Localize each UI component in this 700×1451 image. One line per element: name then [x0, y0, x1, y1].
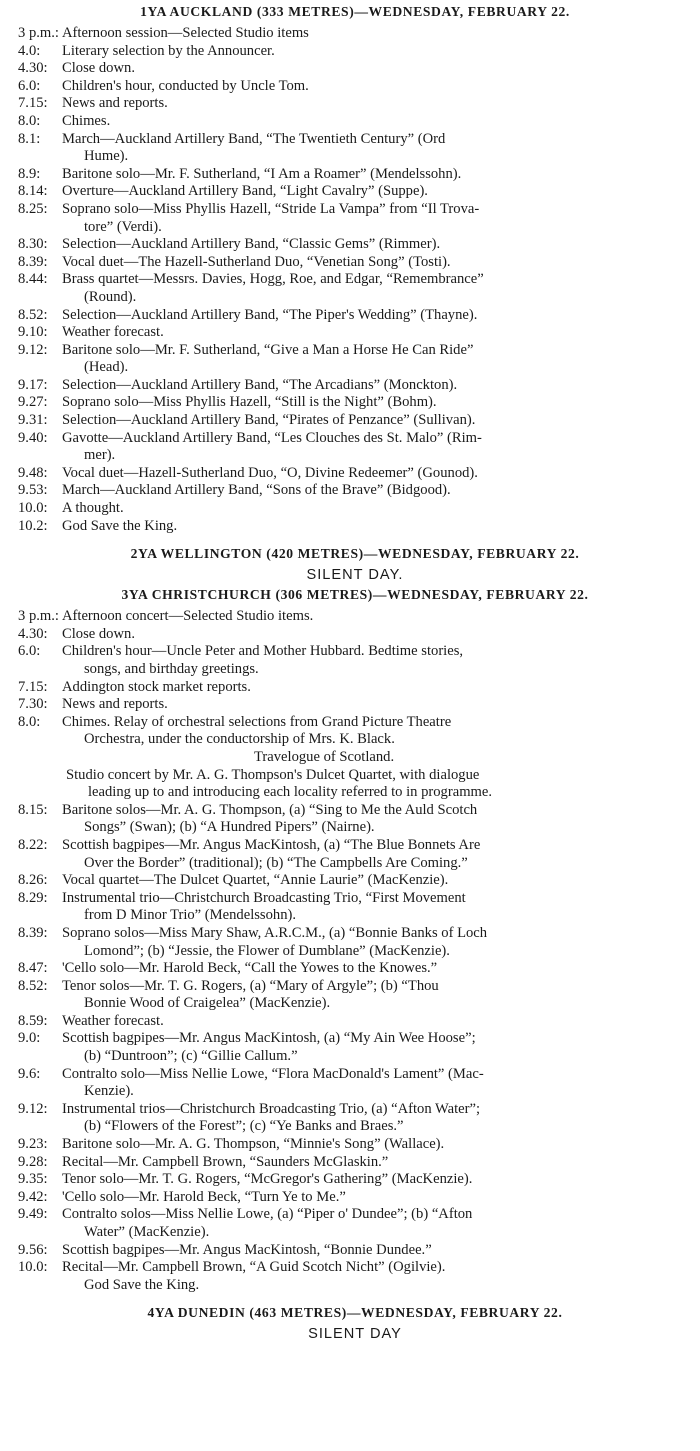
programme-text: [62, 394, 692, 412]
programme-item: [18, 1242, 692, 1260]
programme-time: 8.44:: [18, 271, 48, 288]
programme-time: 9.49:: [18, 1206, 48, 1223]
programme-text-continuation: God Save the King.: [84, 1276, 200, 1293]
programme-time: 8.22:: [18, 836, 48, 853]
programme-text-line: News and reports.: [62, 95, 168, 112]
programme-text: [62, 1066, 692, 1101]
programme-time: 8.39:: [18, 253, 48, 270]
programme-text: [62, 1206, 692, 1241]
programme-item: [18, 78, 692, 96]
programme-text: [62, 166, 692, 184]
programme-text-line: Instrumental trio—Christchurch Broadcasting Trio, “First Movement: [62, 889, 466, 906]
programme-time: 8.52:: [18, 977, 48, 994]
programme-text: [62, 236, 692, 254]
programme-item: [18, 307, 692, 325]
programme-item: [18, 1066, 692, 1101]
programme-text-line: Vocal duet—Hazell-Sutherland Duo, “O, Divine Redeemer” (Gounod).: [62, 464, 478, 481]
programme-text-line: Children's hour, conducted by Uncle Tom.: [62, 77, 309, 94]
programme-time: 8.30:: [18, 236, 48, 253]
programme-text: [62, 60, 692, 78]
programme-time: 9.42:: [18, 1188, 48, 1205]
programme-item: [18, 95, 692, 113]
programme-text-continuation: Water” (MacKenzie).: [84, 1224, 210, 1240]
programme-time: 9.28:: [18, 1153, 48, 1170]
programme-text: [62, 1136, 692, 1154]
programme-item: [18, 518, 692, 536]
programme-item: [18, 960, 692, 978]
programme-text-line: Afternoon concert—Selected Studio items.: [62, 608, 314, 625]
programme-text-line: Selection—Auckland Artillery Band, “The Piper's Wedding” (Thayne).: [62, 306, 478, 323]
programme-text-line: Literary selection by the Announcer.: [62, 42, 275, 59]
travelogue-line: Travelogue of Scotland.: [254, 748, 395, 765]
programme-item: [18, 113, 692, 131]
programme-text-line: Tenor solos—Mr. T. G. Rogers, (a) “Mary of Argyle”; (b) “Thou: [62, 977, 439, 994]
programme-time: 10.0:: [18, 500, 48, 517]
programme-time: 8.14:: [18, 183, 48, 200]
programme-time: 9.10:: [18, 324, 48, 341]
programme-text-line: Instrumental trios—Christchurch Broadcasting Trio, (a) “Afton Water”;: [62, 1100, 481, 1117]
programme-item: [18, 465, 692, 483]
programme-time: 8.1:: [18, 130, 41, 147]
programme-time: 9.53:: [18, 482, 48, 499]
christchurch-heading: 3YA CHRISTCHURCH (306 METRES)—WEDNESDAY, FEBRUARY 22.: [121, 587, 589, 603]
programme-text-line: Chimes.: [62, 112, 111, 129]
programme-text-continuation: from D Minor Trio” (Mendelssohn).: [84, 907, 297, 924]
programme-text-continuation: Kenzie).: [84, 1083, 134, 1100]
programme-text: [62, 25, 692, 43]
programme-text: [62, 890, 692, 925]
christchurch-section: [18, 586, 692, 1294]
programme-time: 9.17:: [18, 376, 48, 393]
programme-text-line: Baritone solos—Mr. A. G. Thompson, (a) “Sing to Me the Auld Scotch: [62, 801, 478, 818]
programme-time: 9.0:: [18, 1030, 41, 1047]
christchurch-items: [18, 608, 692, 749]
programme-text: [62, 1189, 692, 1207]
programme-text-line: Brass quartet—Messrs. Davies, Hogg, Roe, and Edgar, “Remembrance”: [62, 271, 484, 288]
programme-text-line: Baritone solo—Mr. F. Sutherland, “I Am a Roamer” (Mendelssohn).: [62, 165, 462, 182]
programme-item: [18, 608, 692, 626]
programme-text-line: Close down.: [62, 60, 135, 77]
programme-item: [18, 201, 692, 236]
programme-text-line: Soprano solos—Miss Mary Shaw, A.R.C.M., (a) “Bonnie Banks of Loch: [62, 924, 488, 941]
programme-text: [62, 342, 692, 377]
programme-text-line: Scottish bagpipes—Mr. Angus MacKintosh, (a) “My Ain Wee Hoose”;: [62, 1030, 476, 1047]
programme-item: [18, 25, 692, 43]
programme-item: [18, 679, 692, 697]
christchurch-items-2: [18, 802, 692, 1295]
programme-text-line: 'Cello solo—Mr. Harold Beck, “Turn Ye to Me.”: [62, 1188, 346, 1205]
programme-text: [62, 802, 692, 837]
programme-item: [18, 394, 692, 412]
programme-text: [62, 183, 692, 201]
programme-text: [62, 1242, 692, 1260]
programme-time: 3 p.m.:: [18, 608, 59, 625]
programme-time: 8.15:: [18, 801, 48, 818]
programme-time: 8.39:: [18, 924, 48, 941]
programme-text: [62, 925, 692, 960]
programme-text-line: Addington stock market reports.: [62, 678, 251, 695]
programme-item: [18, 166, 692, 184]
programme-item: [18, 43, 692, 61]
studio-concert-line: Studio concert by Mr. A. G. Thompson's Dulcet Quartet, with dialogue: [66, 766, 480, 783]
programme-item: [18, 412, 692, 430]
programme-time: 8.25:: [18, 200, 48, 217]
programme-text-line: Vocal quartet—The Dulcet Quartet, “Annie Laurie” (MacKenzie).: [62, 872, 449, 889]
wellington-section: [18, 545, 692, 584]
programme-text-continuation: (b) “Duntroon”; (c) “Gillie Callum.”: [84, 1048, 298, 1065]
programme-item: [18, 430, 692, 465]
programme-time: 8.59:: [18, 1012, 48, 1029]
programme-text-line: Close down.: [62, 625, 135, 642]
programme-item: [18, 1030, 692, 1065]
programme-text-line: Scottish bagpipes—Mr. Angus MacKintosh, (a) “The Blue Bonnets Are: [62, 836, 481, 853]
programme-item: [18, 60, 692, 78]
programme-text: [62, 1030, 692, 1065]
programme-text-line: Gavotte—Auckland Artillery Band, “Les Clouches des St. Malo” (Rim-: [62, 429, 482, 446]
programme-item: [18, 1136, 692, 1154]
auckland-section: [18, 3, 692, 535]
programme-text: [62, 113, 692, 131]
programme-time: 8.0:: [18, 713, 41, 730]
programme-time: 8.29:: [18, 889, 48, 906]
programme-time: 4.30:: [18, 625, 48, 642]
programme-item: [18, 978, 692, 1013]
programme-item: [18, 696, 692, 714]
programme-time: 3 p.m.:: [18, 25, 59, 41]
programme-text-line: Selection—Auckland Artillery Band, “Pirates of Penzance” (Sullivan).: [62, 412, 476, 429]
programme-text-line: Contralto solo—Miss Nellie Lowe, “Flora MacDonald's Lament” (Mac-: [62, 1065, 484, 1082]
programme-item: [18, 1259, 692, 1294]
programme-text-line: 'Cello solo—Mr. Harold Beck, “Call the Yowes to the Knowes.”: [62, 960, 438, 977]
programme-item: [18, 324, 692, 342]
programme-text: [62, 307, 692, 325]
dunedin-section: [18, 1304, 692, 1343]
programme-text: [62, 412, 692, 430]
programme-text: [62, 1101, 692, 1136]
programme-time: 10.0:: [18, 1259, 48, 1276]
programme-item: [18, 254, 692, 272]
programme-text: [62, 500, 692, 518]
programme-text: [62, 608, 692, 626]
programme-text-continuation: songs, and birthday greetings.: [84, 661, 259, 677]
programme-text-continuation: tore” (Verdi).: [84, 218, 162, 235]
programme-text: [62, 78, 692, 96]
programme-item: [18, 1013, 692, 1031]
programme-text: [62, 201, 692, 236]
programme-time: 4.30:: [18, 60, 48, 77]
programme-text: [62, 1171, 692, 1189]
programme-time: 10.2:: [18, 517, 48, 534]
programme-item: [18, 890, 692, 925]
programme-time: 8.9:: [18, 165, 41, 182]
programme-text-line: Overture—Auckland Artillery Band, “Light Cavalry” (Suppe).: [62, 183, 428, 200]
programme-text: [62, 978, 692, 1013]
programme-text: [62, 131, 692, 166]
programme-item: [18, 643, 692, 678]
auckland-heading: 1YA AUCKLAND (333 METRES)—WEDNESDAY, FEBRUARY 22.: [140, 4, 570, 19]
studio-concert-cont: leading up to and introducing each locality referred to in programme.: [88, 784, 493, 801]
programme-text: [62, 1013, 692, 1031]
programme-text: [62, 518, 692, 536]
programme-text-line: Weather forecast.: [62, 324, 164, 341]
programme-text: [62, 696, 692, 714]
programme-text: [62, 643, 692, 678]
programme-time: 9.12:: [18, 1100, 48, 1117]
wellington-heading: 2YA WELLINGTON (420 METRES)—WEDNESDAY, FEBRUARY 22.: [130, 546, 580, 562]
programme-text: [62, 714, 692, 749]
programme-text: [62, 960, 692, 978]
programme-text: [62, 482, 692, 500]
programme-text-line: Selection—Auckland Artillery Band, “Classic Gems” (Rimmer).: [62, 236, 441, 253]
programme-text-continuation: Hume).: [84, 148, 129, 165]
programme-text-line: God Save the King.: [62, 517, 178, 534]
programme-time: 9.6:: [18, 1065, 41, 1082]
programme-item: [18, 500, 692, 518]
programme-item: [18, 1206, 692, 1241]
programme-time: 9.31:: [18, 412, 48, 429]
programme-text-line: Recital—Mr. Campbell Brown, “Saunders McGlaskin.”: [62, 1153, 389, 1170]
programme-item: [18, 342, 692, 377]
programme-time: 9.12:: [18, 341, 48, 358]
programme-item: [18, 1189, 692, 1207]
programme-item: [18, 872, 692, 890]
programme-text: [62, 679, 692, 697]
programme-item: [18, 377, 692, 395]
programme-text-line: Tenor solo—Mr. T. G. Rogers, “McGregor's Gathering” (MacKenzie).: [62, 1171, 473, 1188]
programme-text-line: Baritone solo—Mr. F. Sutherland, “Give a Man a Horse He Can Ride”: [62, 341, 474, 358]
programme-time: 8.0:: [18, 112, 41, 129]
programme-text-line: Recital—Mr. Campbell Brown, “A Guid Scotch Nicht” (Ogilvie).: [62, 1259, 446, 1276]
programme-text: [62, 465, 692, 483]
programme-text: [62, 43, 692, 61]
programme-text: [62, 1259, 692, 1294]
programme-text-line: Contralto solos—Miss Nellie Lowe, (a) “Piper o' Dundee”; (b) “Afton: [62, 1206, 473, 1223]
programme-text: [62, 1154, 692, 1172]
dunedin-heading: 4YA DUNEDIN (463 METRES)—WEDNESDAY, FEBRUARY 22.: [147, 1305, 563, 1321]
programme-time: 8.26:: [18, 872, 48, 889]
programme-text: [62, 872, 692, 890]
programme-item: [18, 236, 692, 254]
programme-item: [18, 837, 692, 872]
programme-time: 9.48:: [18, 464, 48, 481]
programme-text-line: Afternoon session—Selected Studio items: [62, 25, 309, 41]
programme-time: 9.40:: [18, 429, 48, 446]
programme-item: [18, 1154, 692, 1172]
programme-text: [62, 271, 692, 306]
programme-time: 9.56:: [18, 1241, 48, 1258]
programme-text-line: Scottish bagpipes—Mr. Angus MacKintosh, “Bonnie Dundee.”: [62, 1241, 432, 1258]
programme-item: [18, 271, 692, 306]
programme-time: 9.35:: [18, 1171, 48, 1188]
programme-text-line: Soprano solo—Miss Phyllis Hazell, “Stride La Vampa” from “Il Trova-: [62, 200, 480, 217]
programme-text-continuation: Songs” (Swan); (b) “A Hundred Pipers” (Nairne).: [84, 819, 375, 836]
programme-text-line: Chimes. Relay of orchestral selections from Grand Picture Theatre: [62, 713, 452, 730]
programme-time: 7.15:: [18, 95, 48, 112]
programme-item: [18, 1171, 692, 1189]
programme-text-continuation: mer).: [84, 447, 116, 464]
auckland-items: [18, 25, 692, 535]
programme-text-line: News and reports.: [62, 696, 168, 713]
programme-item: [18, 714, 692, 749]
programme-text-line: Vocal duet—The Hazell-Sutherland Duo, “Venetian Song” (Tosti).: [62, 253, 451, 270]
programme-text-line: A thought.: [62, 500, 124, 517]
programme-text-line: Soprano solo—Miss Phyllis Hazell, “Still is the Night” (Bohm).: [62, 394, 437, 411]
programme-time: 7.15:: [18, 678, 48, 695]
programme-item: [18, 482, 692, 500]
programme-text-line: March—Auckland Artillery Band, “The Twentieth Century” (Ord: [62, 130, 446, 147]
programme-text-continuation: Lomond”; (b) “Jessie, the Flower of Dumblane” (MacKenzie).: [84, 942, 450, 959]
programme-text-line: Children's hour—Uncle Peter and Mother Hubbard. Bedtime stories,: [62, 643, 464, 660]
programme-time: 8.47:: [18, 960, 48, 977]
programme-time: 9.23:: [18, 1136, 48, 1153]
programme-text-line: March—Auckland Artillery Band, “Sons of the Brave” (Bidgood).: [62, 482, 451, 499]
programme-text-continuation: (Head).: [84, 359, 129, 376]
programme-time: 4.0:: [18, 42, 41, 59]
programme-text-continuation: Orchestra, under the conductorship of Mrs. K. Black.: [84, 731, 395, 748]
dunedin-silent-day: SILENT DAY: [308, 1326, 402, 1343]
programme-text: [62, 95, 692, 113]
programme-text-continuation: (b) “Flowers of the Forest”; (c) “Ye Banks and Braes.”: [84, 1118, 404, 1135]
programme-item: [18, 925, 692, 960]
programme-time: 7.30:: [18, 696, 48, 713]
programme-text: [62, 254, 692, 272]
programme-text: [62, 430, 692, 465]
programme-text-continuation: Over the Border” (traditional); (b) “The Campbells Are Coming.”: [84, 854, 468, 871]
programme-time: 9.27:: [18, 394, 48, 411]
programme-time: 6.0:: [18, 77, 41, 94]
programme-text-line: Weather forecast.: [62, 1012, 164, 1029]
programme-text-line: Selection—Auckland Artillery Band, “The Arcadians” (Monckton).: [62, 376, 458, 393]
studio-concert-note: [18, 767, 692, 802]
programme-time: 6.0:: [18, 643, 41, 660]
programme-text-line: Baritone solo—Mr. A. G. Thompson, “Minnie's Song” (Wallace).: [62, 1136, 445, 1153]
programme-text: [62, 324, 692, 342]
programme-item: [18, 183, 692, 201]
programme-time: 8.52:: [18, 306, 48, 323]
programme-item: [18, 626, 692, 644]
programme-text: [62, 626, 692, 644]
programme-item: [18, 131, 692, 166]
programme-text-continuation: (Round).: [84, 288, 137, 305]
programme-text: [62, 377, 692, 395]
programme-text: [62, 837, 692, 872]
wellington-silent-day: SILENT DAY.: [306, 567, 404, 584]
programme-item: [18, 1101, 692, 1136]
programme-text-continuation: Bonnie Wood of Craigelea” (MacKenzie).: [84, 995, 331, 1012]
programme-item: [18, 802, 692, 837]
